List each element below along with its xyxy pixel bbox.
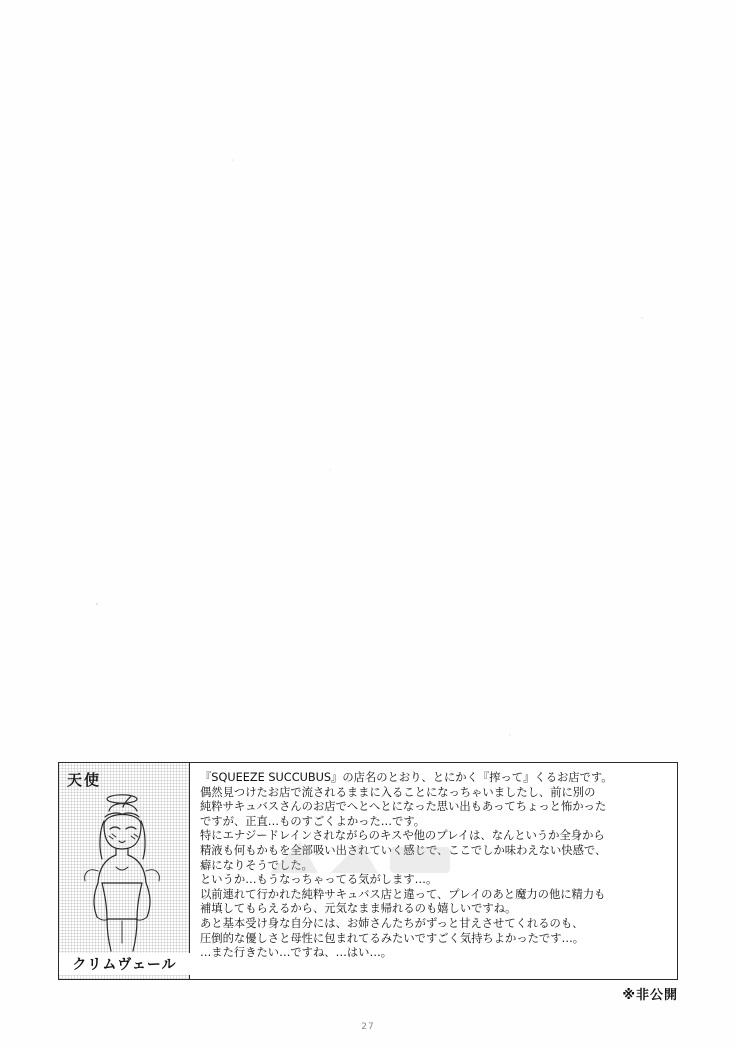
angel-character-portrait [69,787,179,955]
nonpublic-note: ※非公開 [622,988,678,1003]
character-name-label: クリムヴェール [59,953,190,975]
comment-text-cell [190,763,677,979]
character-portrait-cell [59,763,190,979]
comment-line: 『SQUEEZE SUCCUBUS』の店名のとおり、とにかく『搾って』くるお店です。 [200,771,613,784]
comment-line: 純粋サキュバスさんのお店でへとへとになった思い出もあってちょっと怖かった [200,800,607,814]
comment-line: 精液も何もかもを全部吸い出されていく感じで、ここでしか味わえない快感で、 [200,843,607,857]
comment-line: 以前連れて行かれた純粋サキュバス店と違って、プレイのあと魔力の他に精力も [200,887,606,901]
comment-line: 圧倒的な優しさと母性に包まれてるみたいですごく気持ちよかったです…。 [200,931,585,945]
comment-panel [58,762,678,980]
comment-line: 補填してもらえるから、元気なまま帰れるのも嬉しいですね。 [200,902,517,916]
comment-line: あと基本受け身な自分には、お姉さんたちがずっと甘えさせてくれるのも、 [200,916,584,930]
comment-line: 偶然見つけたお店で流されるままに入ることになっちゃいましたし、前に別の [200,785,596,799]
character-role-label: 天使 [67,771,102,789]
comment-line: 特にエナジードレインされながらのキスや他のプレイは、なんというか全身から [200,829,605,843]
comment-line: …また行きたい…ですね、…はい…。 [200,946,393,960]
comment-line: 癖になりそうでした。 [200,858,313,872]
comment-line: ですが、正直…ものすごくよかった…です。 [200,814,426,828]
page-number: 27 [361,1022,375,1032]
comment-line: というか…もうなっちゃってる気がします…。 [200,873,438,887]
